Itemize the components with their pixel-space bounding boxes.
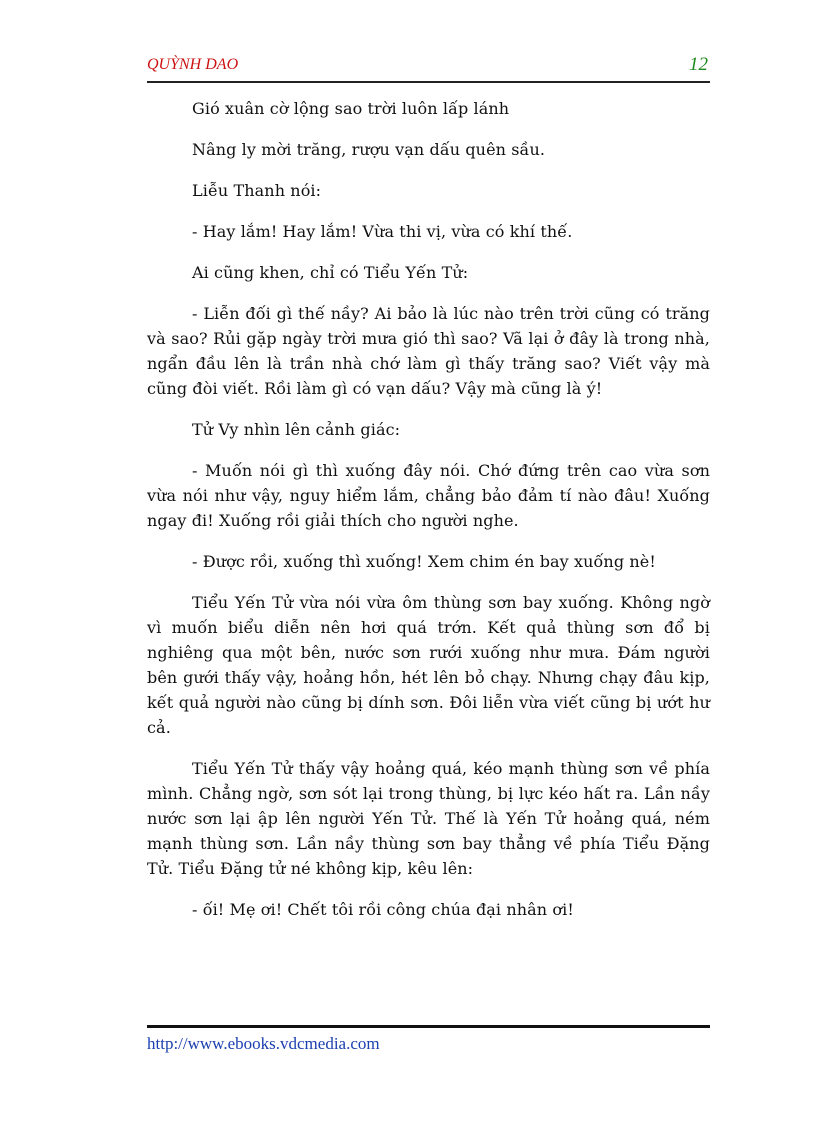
page-number: 12 xyxy=(689,54,708,75)
paragraph: - Được rồi, xuống thì xuống! Xem chim én bay xuống nè! xyxy=(192,552,656,571)
page-header xyxy=(147,56,710,80)
paragraph: - ối! Mẹ ơi! Chết tôi rồi công chúa đại nhân ơi! xyxy=(192,900,574,919)
paragraph: Ai cũng khen, chỉ có Tiểu Yến Tử: xyxy=(192,263,469,282)
paragraph: - Hay lắm! Hay lắm! Vừa thi vị, vừa có khí thế. xyxy=(192,222,573,241)
paragraph: Tử Vy nhìn lên cảnh giác: xyxy=(192,420,401,439)
paragraph: - Liễn đối gì thế nầy? Ai bảo là lúc nào trên trời cũng có trăng và sao? Rủi gặp ngày trời mưa gió thì sao? Vã lại ở đây là trong nhà, ngẩn đầu lên là trần nhà chớ làm gì thấy trăng sao? Viết vậy mà cũng đòi viết. Rồi làm gì có vạn dấu? Vậy mà cũng là ý! xyxy=(147,304,710,398)
paragraph: Tiểu Yến Tử thấy vậy hoảng quá, kéo mạnh thùng sơn về phía mình. Chẳng ngờ, sơn sót lại trong thùng, bị lực kéo hất ra. Lần nầy nước sơn lại ập lên người Yến Tử. Thế là Yến Tử hoảng quá, ném mạnh thùng sơn. Lần nầy thùng sơn bay thẳng về phía Tiểu Đặng Tử. Tiểu Đặng tử né không kịp, kêu lên: xyxy=(147,759,710,878)
paragraph: Tiểu Yến Tử vừa nói vừa ôm thùng sơn bay xuống. Không ngờ vì muốn biểu diễn nên hơi quá trớn. Kết quả thùng sơn đổ bị nghiêng qua một bên, nước sơn rưới xuống như mưa. Đám người bên gưới thấy vậy, hoảng hồn, hét lên bỏ chạy. Nhưng chạy đâu kịp, kết quả người nào cũng bị dính sơn. Đôi liễn vừa viết cũng bị ướt hư cả. xyxy=(147,593,710,737)
paragraph: Liễu Thanh nói: xyxy=(192,181,322,200)
header-author: QUỲNH DAO xyxy=(147,56,239,73)
header-divider xyxy=(147,81,710,83)
footer-website-link[interactable]: http://www.ebooks.vdcmedia.com xyxy=(147,1034,380,1053)
paragraph: - Muốn nói gì thì xuống đây nói. Chớ đứng trên cao vừa sơn vừa nói như vậy, nguy hiểm lắm, chẳng bảo đảm tí nào đâu! Xuống ngay đi! Xuống rồi giải thích cho người nghe. xyxy=(147,461,710,530)
paragraph: Nâng ly mời trăng, rượu vạn dấu quên sầu. xyxy=(192,140,546,159)
footer-divider xyxy=(147,1025,710,1028)
paragraph: Gió xuân cờ lộng sao trời luôn lấp lánh xyxy=(192,99,510,118)
page-body xyxy=(147,96,710,938)
